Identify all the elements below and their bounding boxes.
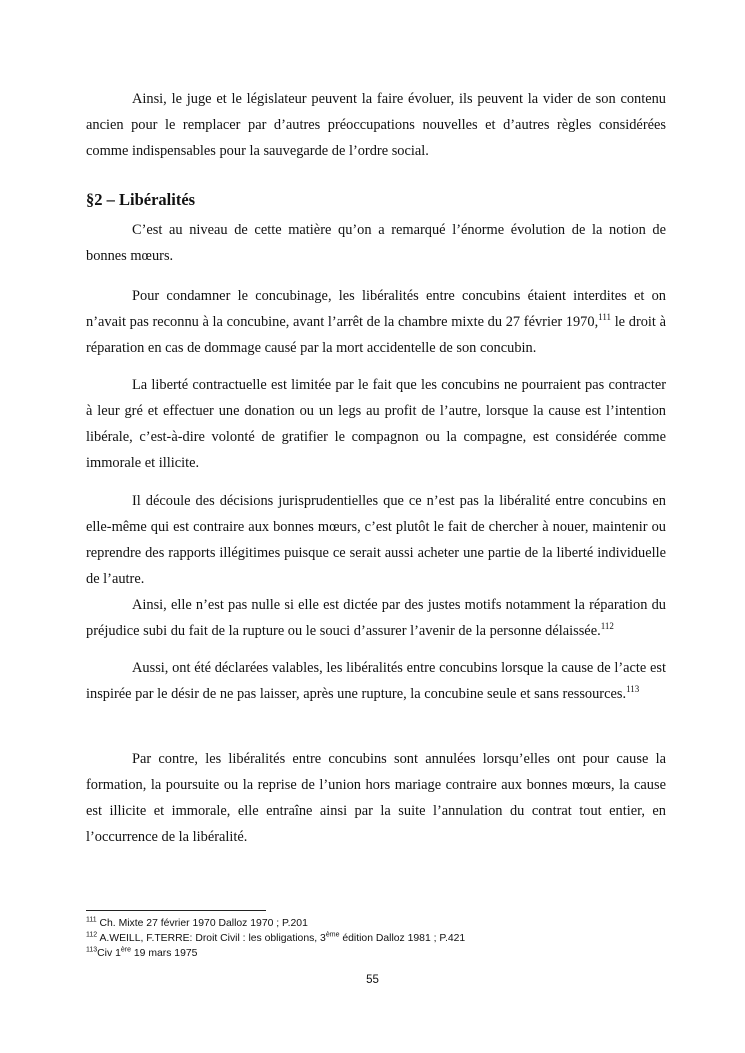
paragraph-6: Ainsi, elle n’est pas nulle si elle est dictée par des justes motifs notamment la réparation du préjudice subi du fait de la rupture ou le souci d’assurer l’avenir de la personne délaissée.$^{112}$	[86, 597, 666, 639]
footnote-ref-113: 113	[626, 684, 640, 695]
footnote-separator	[86, 910, 266, 911]
paragraph-8: Par contre, les libéralités entre concubins sont annulées lorsqu’elles ont pour cause la formation, la poursuite ou la reprise de l’union hors mariage contraire aux bonnes mœurs, la cause est illicite et immorale, elle entraîne ainsi par la suite l’annulation du contrat tout entier, en l’occurrence de la libéralité.	[86, 751, 666, 845]
footnote-111: $^{111}$ Ch. Mixte 27 février 1970 Dalloz 1970 ; P.201	[86, 916, 308, 929]
paragraph-5: Il découle des décisions jurisprudentielles que ce n’est pas la libéralité entre concubins en elle-même qui est contraire aux bonnes mœurs, c’est plutôt le fait de chercher à nouer, maintenir ou reprendre des rapports illégitimes puisque ce serait aussi acheter une partie de la liberté individuelle de l’autre.	[86, 493, 666, 587]
paragraph-4: La liberté contractuelle est limitée par le fait que les concubins ne pourraient pas contracter à leur gré et effectuer une donation ou un legs au profit de l’autre, lorsque la cause est l’intention libérale, c’est-à-dire volonté de gratifier le compagnon ou la compagne, est considérée comme immorale et illicite.	[86, 377, 666, 471]
footnote-113: $^{113}$Civ 1ère 19 mars 1975	[86, 946, 198, 959]
paragraph-3: Pour condamner le concubinage, les libéralités entre concubins étaient interdites et on n’avait pas reconnu à la concubine, avant l’arrêt de la chambre mixte du 27 février 1970,$^{111}$ le droit à réparation en cas de dommage causé par la mort accidentelle de son concubin.	[86, 288, 666, 356]
paragraph-2: C’est au niveau de cette matière qu’on a remarqué l’énorme évolution de la notion de bonnes mœurs.	[86, 222, 666, 264]
footnote-ref-112: 112	[600, 621, 614, 632]
paragraph-1: Ainsi, le juge et le législateur peuvent la faire évoluer, ils peuvent la vider de son contenu ancien pour le remplacer par d’autres préoccupations nouvelles et d’autres règles considérées comme indispensables pour la sauvegarde de l’ordre social.	[86, 91, 666, 159]
footnote-112: $^{112}$ A.WEILL, F.TERRE: Droit Civil : les obligations, 3ème édition Dalloz 1981 ; P.421	[86, 931, 466, 944]
section-heading: §2 – Libéralités	[86, 190, 196, 209]
page-number: 55	[366, 974, 379, 986]
footnote-ref-111: 111	[598, 312, 612, 323]
paragraph-7: Aussi, ont été déclarées valables, les libéralités entre concubins lorsque la cause de l’acte est inspirée par le désir de ne pas laisser, après une rupture, la concubine seule et sans ressources.$^{113}$	[86, 660, 666, 702]
